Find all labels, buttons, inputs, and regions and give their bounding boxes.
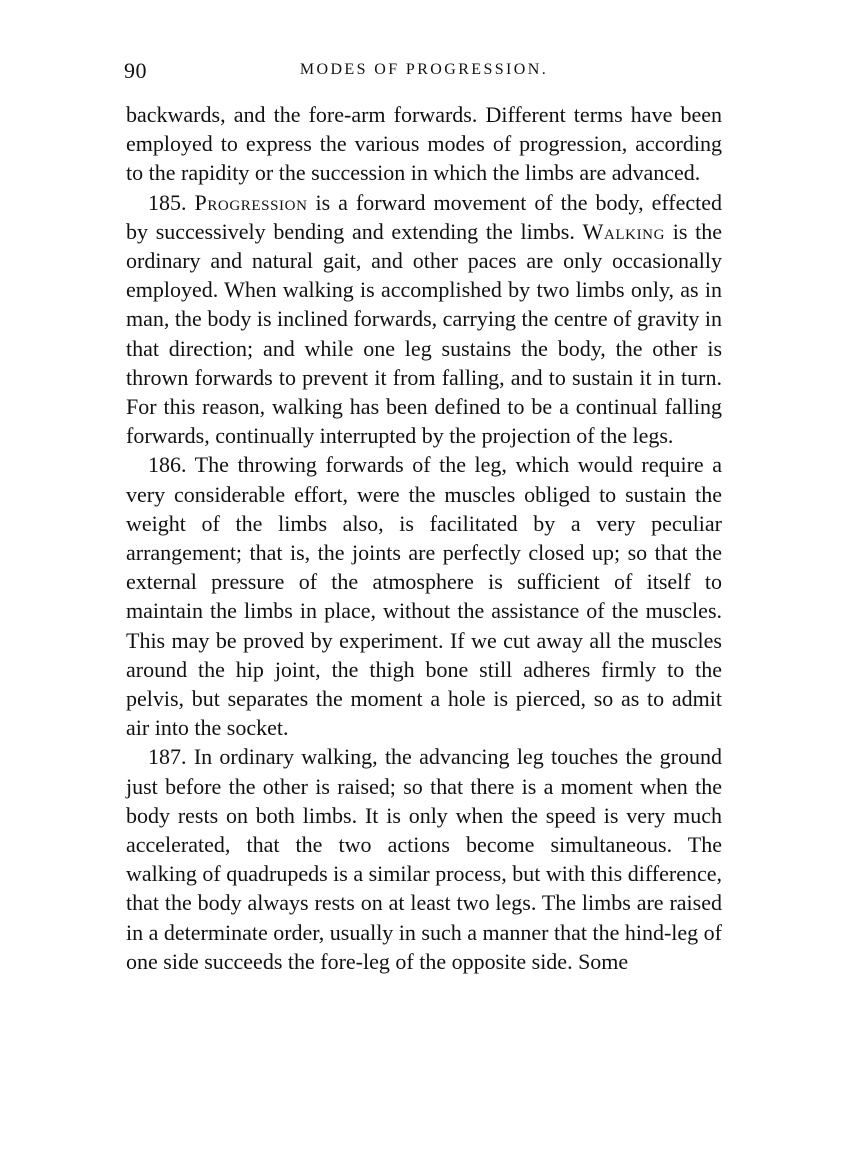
defined-term-walking: Walking <box>582 218 666 244</box>
body-text <box>126 100 722 976</box>
paragraph-continuation <box>126 100 722 188</box>
paragraph-185 <box>126 188 722 451</box>
paragraph-text: The throwing forwards of the leg, which would require a very considerable effort, were the muscles obliged to sustain the weight of the limbs also, is facilitated by a very peculiar arrangement; that is, the joints are perfectly closed up; so that the external pressure of the atmosphere is sufficient of itself to maintain the limbs in place, without the assistance of the muscles. This may be proved by experiment. If we cut away all the muscles around the hip joint, the thigh bone still adheres firmly to the pelvis, but separates the moment a hole is pierced, so as to admit air into the socket. <box>126 452 722 741</box>
paragraph-text: is the ordinary and natural gait, and other paces are only occasionally employed. When walking is accomplished by two limbs only, as in man, the body is inclined forwards, carrying the centre of gravity in that direction; and while one leg sustains the body, the other is thrown forwards to prevent it from falling, and to sustain it in turn. For this reason, walking has been defined to be a continual falling forwards, continually interrupted by the projection of the legs. <box>126 218 723 449</box>
paragraph-187 <box>126 742 722 976</box>
paragraph-text: In ordinary walking, the advancing leg touches the ground just before the other is raised; so that there is a moment when the body rests on both limbs. It is only when the speed is very much accelerated, that the two actions become simultaneous. The walking of quadrupeds is a similar process, but with this difference, that the body always rests on at least two legs. The limbs are raised in a determinate order, usually in such a manner that the hind-leg of one side succeeds the fore-leg of the opposite side. Some <box>126 744 723 974</box>
running-head <box>124 58 724 86</box>
paragraph-number: 185. <box>148 189 187 215</box>
paragraph-186 <box>126 450 722 742</box>
paragraph-text: is a forward movement of the body, effected by successively bending and extending the limbs. <box>126 189 723 244</box>
paragraph-text: backwards, and the fore-arm forwards. Different terms have been employed to express the various modes of progression, according to the rapidity or the succession in which the limbs are advanced. <box>126 102 722 186</box>
page-number: 90 <box>124 58 147 83</box>
defined-term-progression: Progression <box>194 189 308 215</box>
paragraph-number: 187. <box>148 744 187 770</box>
running-head-title: MODES OF PROGRESSION. <box>299 61 549 78</box>
paragraph-number: 186. <box>148 452 187 478</box>
